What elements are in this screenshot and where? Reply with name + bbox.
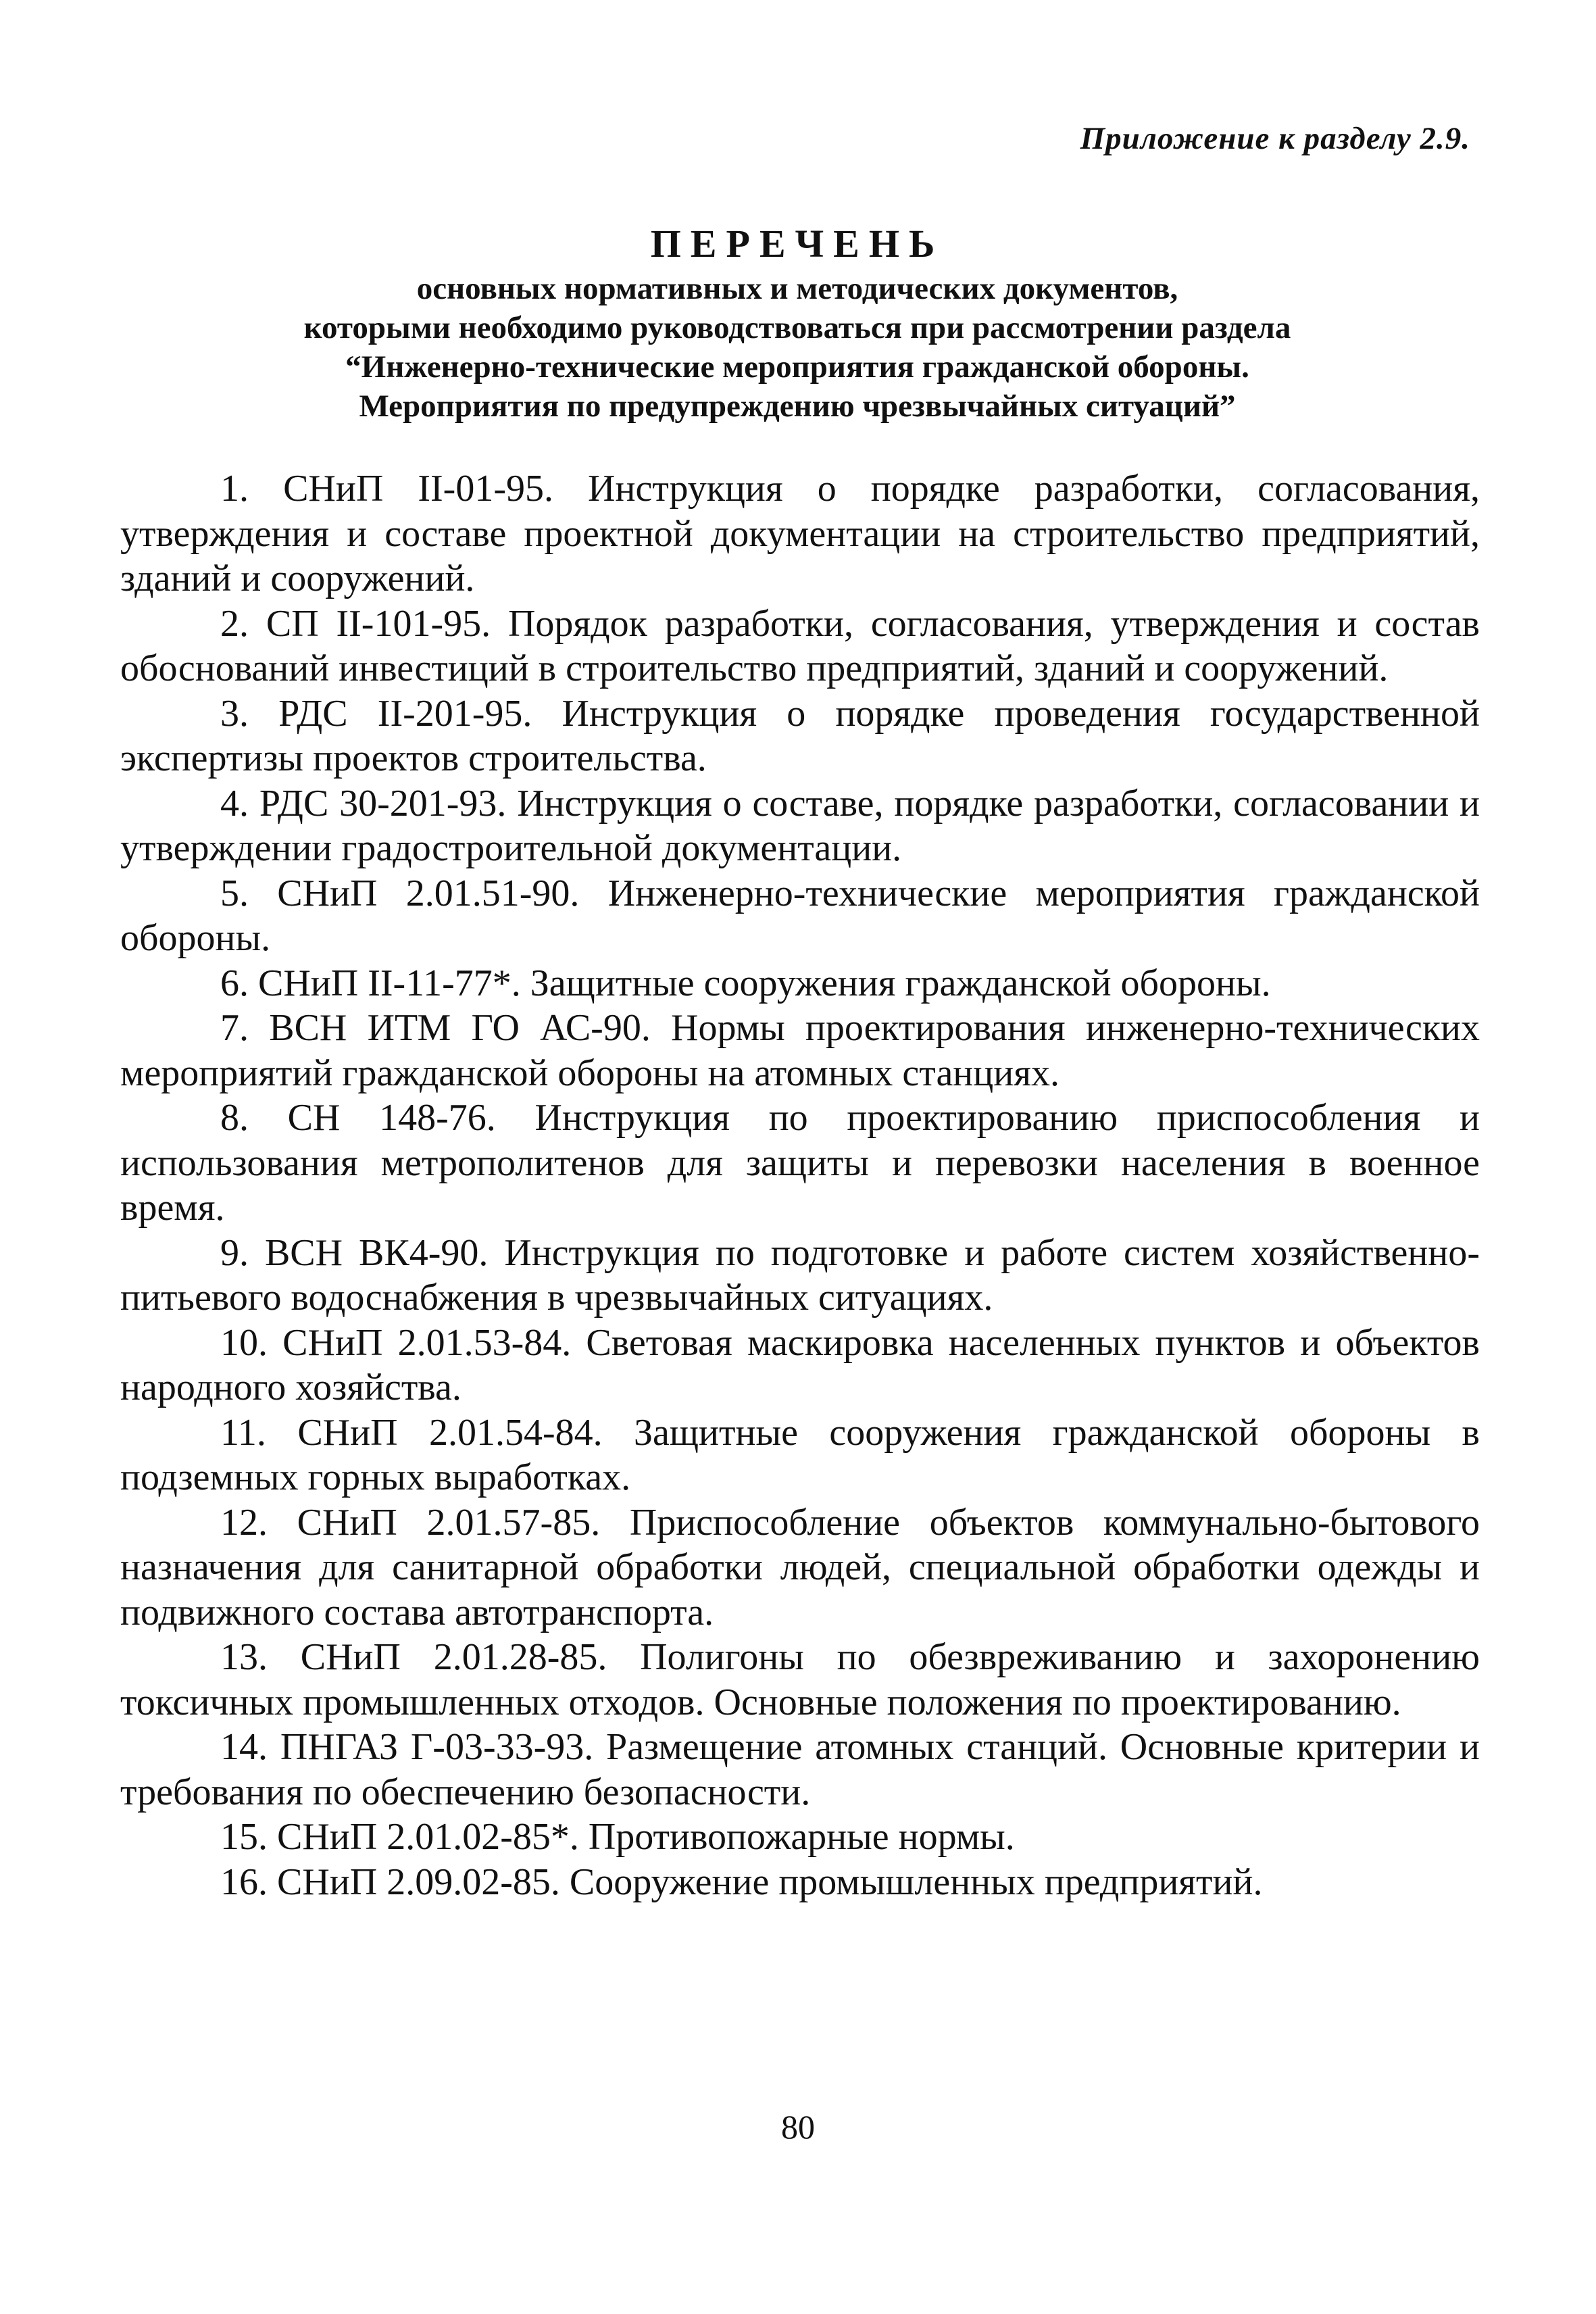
subtitle-line: которыми необходимо руководствоваться при рассмотрении раздела: [303, 310, 1291, 345]
page-number: 80: [781, 2108, 815, 2146]
document-list-item: 3. РДС II-201-95. Инструкция о порядке проведения государственной экспертизы проектов строительства.: [120, 692, 1480, 779]
document-list-item: 11. СНиП 2.01.54-84. Защитные сооружения гражданской обороны в подземных горных выработках.: [120, 1411, 1480, 1498]
appendix-note: Приложение к разделу 2.9.: [1080, 121, 1470, 156]
document-list-item: 14. ПНГАЗ Г-03-33-93. Размещение атомных станций. Основные критерии и требования по обеспечению безопасности.: [120, 1726, 1480, 1813]
document-list-item: 8. СН 148-76. Инструкция по проектированию приспособления и использования метрополитенов для защиты и перевозки населения в военное время.: [120, 1097, 1480, 1229]
document-subtitle: [108, 269, 1487, 426]
document-heading: ПЕРЕЧЕНЬ: [650, 222, 945, 266]
document-list-item: 5. СНиП 2.01.51-90. Инженерно-технические мероприятия гражданской обороны.: [120, 872, 1480, 959]
document-list: [120, 466, 1480, 1904]
document-list-item: 15. СНиП 2.01.02-85*. Противопожарные нормы.: [220, 1816, 1015, 1858]
document-list-item: 1. СНиП II-01-95. Инструкция о порядке разработки, согласования, утверждения и составе проектной документации на строительство предприятий, зданий и сооружений.: [120, 468, 1480, 599]
document-list-item: 9. ВСН ВК4-90. Инструкция по подготовке и работе систем хозяйственно-питьевого водоснабжения в чрезвычайных ситуациях.: [120, 1231, 1480, 1319]
title-block: [108, 222, 1487, 426]
document-list-item: 4. РДС 30-201-93. Инструкция о составе, порядке разработки, согласовании и утверждении градостроительной документации.: [120, 782, 1480, 869]
document-list-item: 12. СНиП 2.01.57-85. Приспособление объектов коммунально-бытового назначения для санитарной обработки людей, специальной обработки одежды и подвижного состава автотранспорта.: [120, 1501, 1480, 1633]
document-list-item: 16. СНиП 2.09.02-85. Сооружение промышленных предприятий.: [220, 1861, 1263, 1903]
document-list-item: 2. СП II-101-95. Порядок разработки, согласования, утверждения и состав обоснований инвестиций в строительство предприятий, зданий и сооружений.: [120, 602, 1480, 689]
document-list-item: 7. ВСН ИТМ ГО АС-90. Нормы проектирования инженерно-технических мероприятий гражданской обороны на атомных станциях.: [120, 1007, 1480, 1094]
subtitle-line: Мероприятия по предупреждению чрезвычайных ситуаций”: [359, 389, 1236, 424]
document-list-item: 13. СНиП 2.01.28-85. Полигоны по обезвреживанию и захоронению токсичных промышленных отходов. Основные положения по проектированию.: [120, 1636, 1480, 1723]
document-list-item: 10. СНиП 2.01.53-84. Световая маскировка населенных пунктов и объектов народного хозяйства.: [120, 1321, 1480, 1408]
document-list-item: 6. СНиП II-11-77*. Защитные сооружения гражданской обороны.: [220, 962, 1271, 1004]
subtitle-line: “Инженерно-технические мероприятия гражданской обороны.: [345, 349, 1249, 385]
subtitle-line: основных нормативных и методических документов,: [416, 271, 1178, 306]
